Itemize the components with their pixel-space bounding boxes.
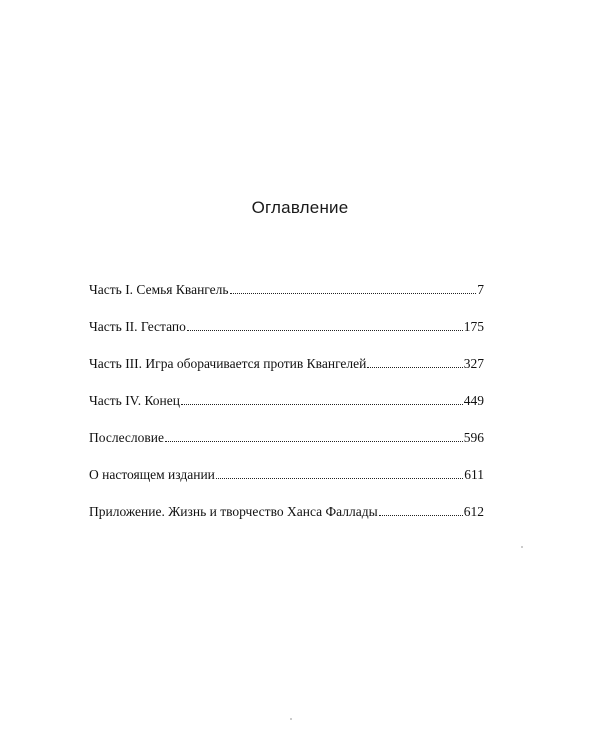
toc-entry-page: 596 xyxy=(463,430,484,445)
toc-entry-label: Послесловие xyxy=(89,430,164,445)
toc-entry-page: 327 xyxy=(463,356,484,371)
page-title: Оглавление xyxy=(251,198,349,217)
dot-leader xyxy=(181,404,463,405)
dot-leader xyxy=(216,478,463,479)
toc-entry-label: Часть IV. Конец xyxy=(89,393,180,408)
dot-leader xyxy=(165,441,463,442)
toc-entry xyxy=(89,467,484,483)
dot-leader xyxy=(187,330,463,331)
toc-entry-label: Часть II. Гестапо xyxy=(89,319,186,334)
toc-entry-label: Приложение. Жизнь и творчество Ханса Фаллады xyxy=(89,504,378,519)
toc-entry xyxy=(89,319,484,335)
toc-entry-label: Часть III. Игра оборачивается против Квангелей xyxy=(89,356,367,371)
toc-entry-label: Часть I. Семья Квангель xyxy=(89,282,229,297)
toc-entry xyxy=(89,393,484,409)
toc-entry-page: 612 xyxy=(463,504,484,519)
toc-entry xyxy=(89,504,484,520)
dot-leader xyxy=(379,515,463,516)
toc-entry xyxy=(89,282,484,298)
toc-entry-page: 611 xyxy=(464,467,484,482)
toc-entry xyxy=(89,430,484,446)
table-of-contents xyxy=(89,282,484,541)
toc-entry-page: 7 xyxy=(477,282,484,297)
paper-speck xyxy=(521,546,523,548)
paper-speck xyxy=(290,718,292,720)
toc-entry-page: 449 xyxy=(463,393,484,408)
dot-leader xyxy=(230,293,477,294)
toc-entry-label: О настоящем издании xyxy=(89,467,215,482)
toc-entry xyxy=(89,356,484,372)
toc-entry-page: 175 xyxy=(463,319,484,334)
dot-leader xyxy=(367,367,462,368)
